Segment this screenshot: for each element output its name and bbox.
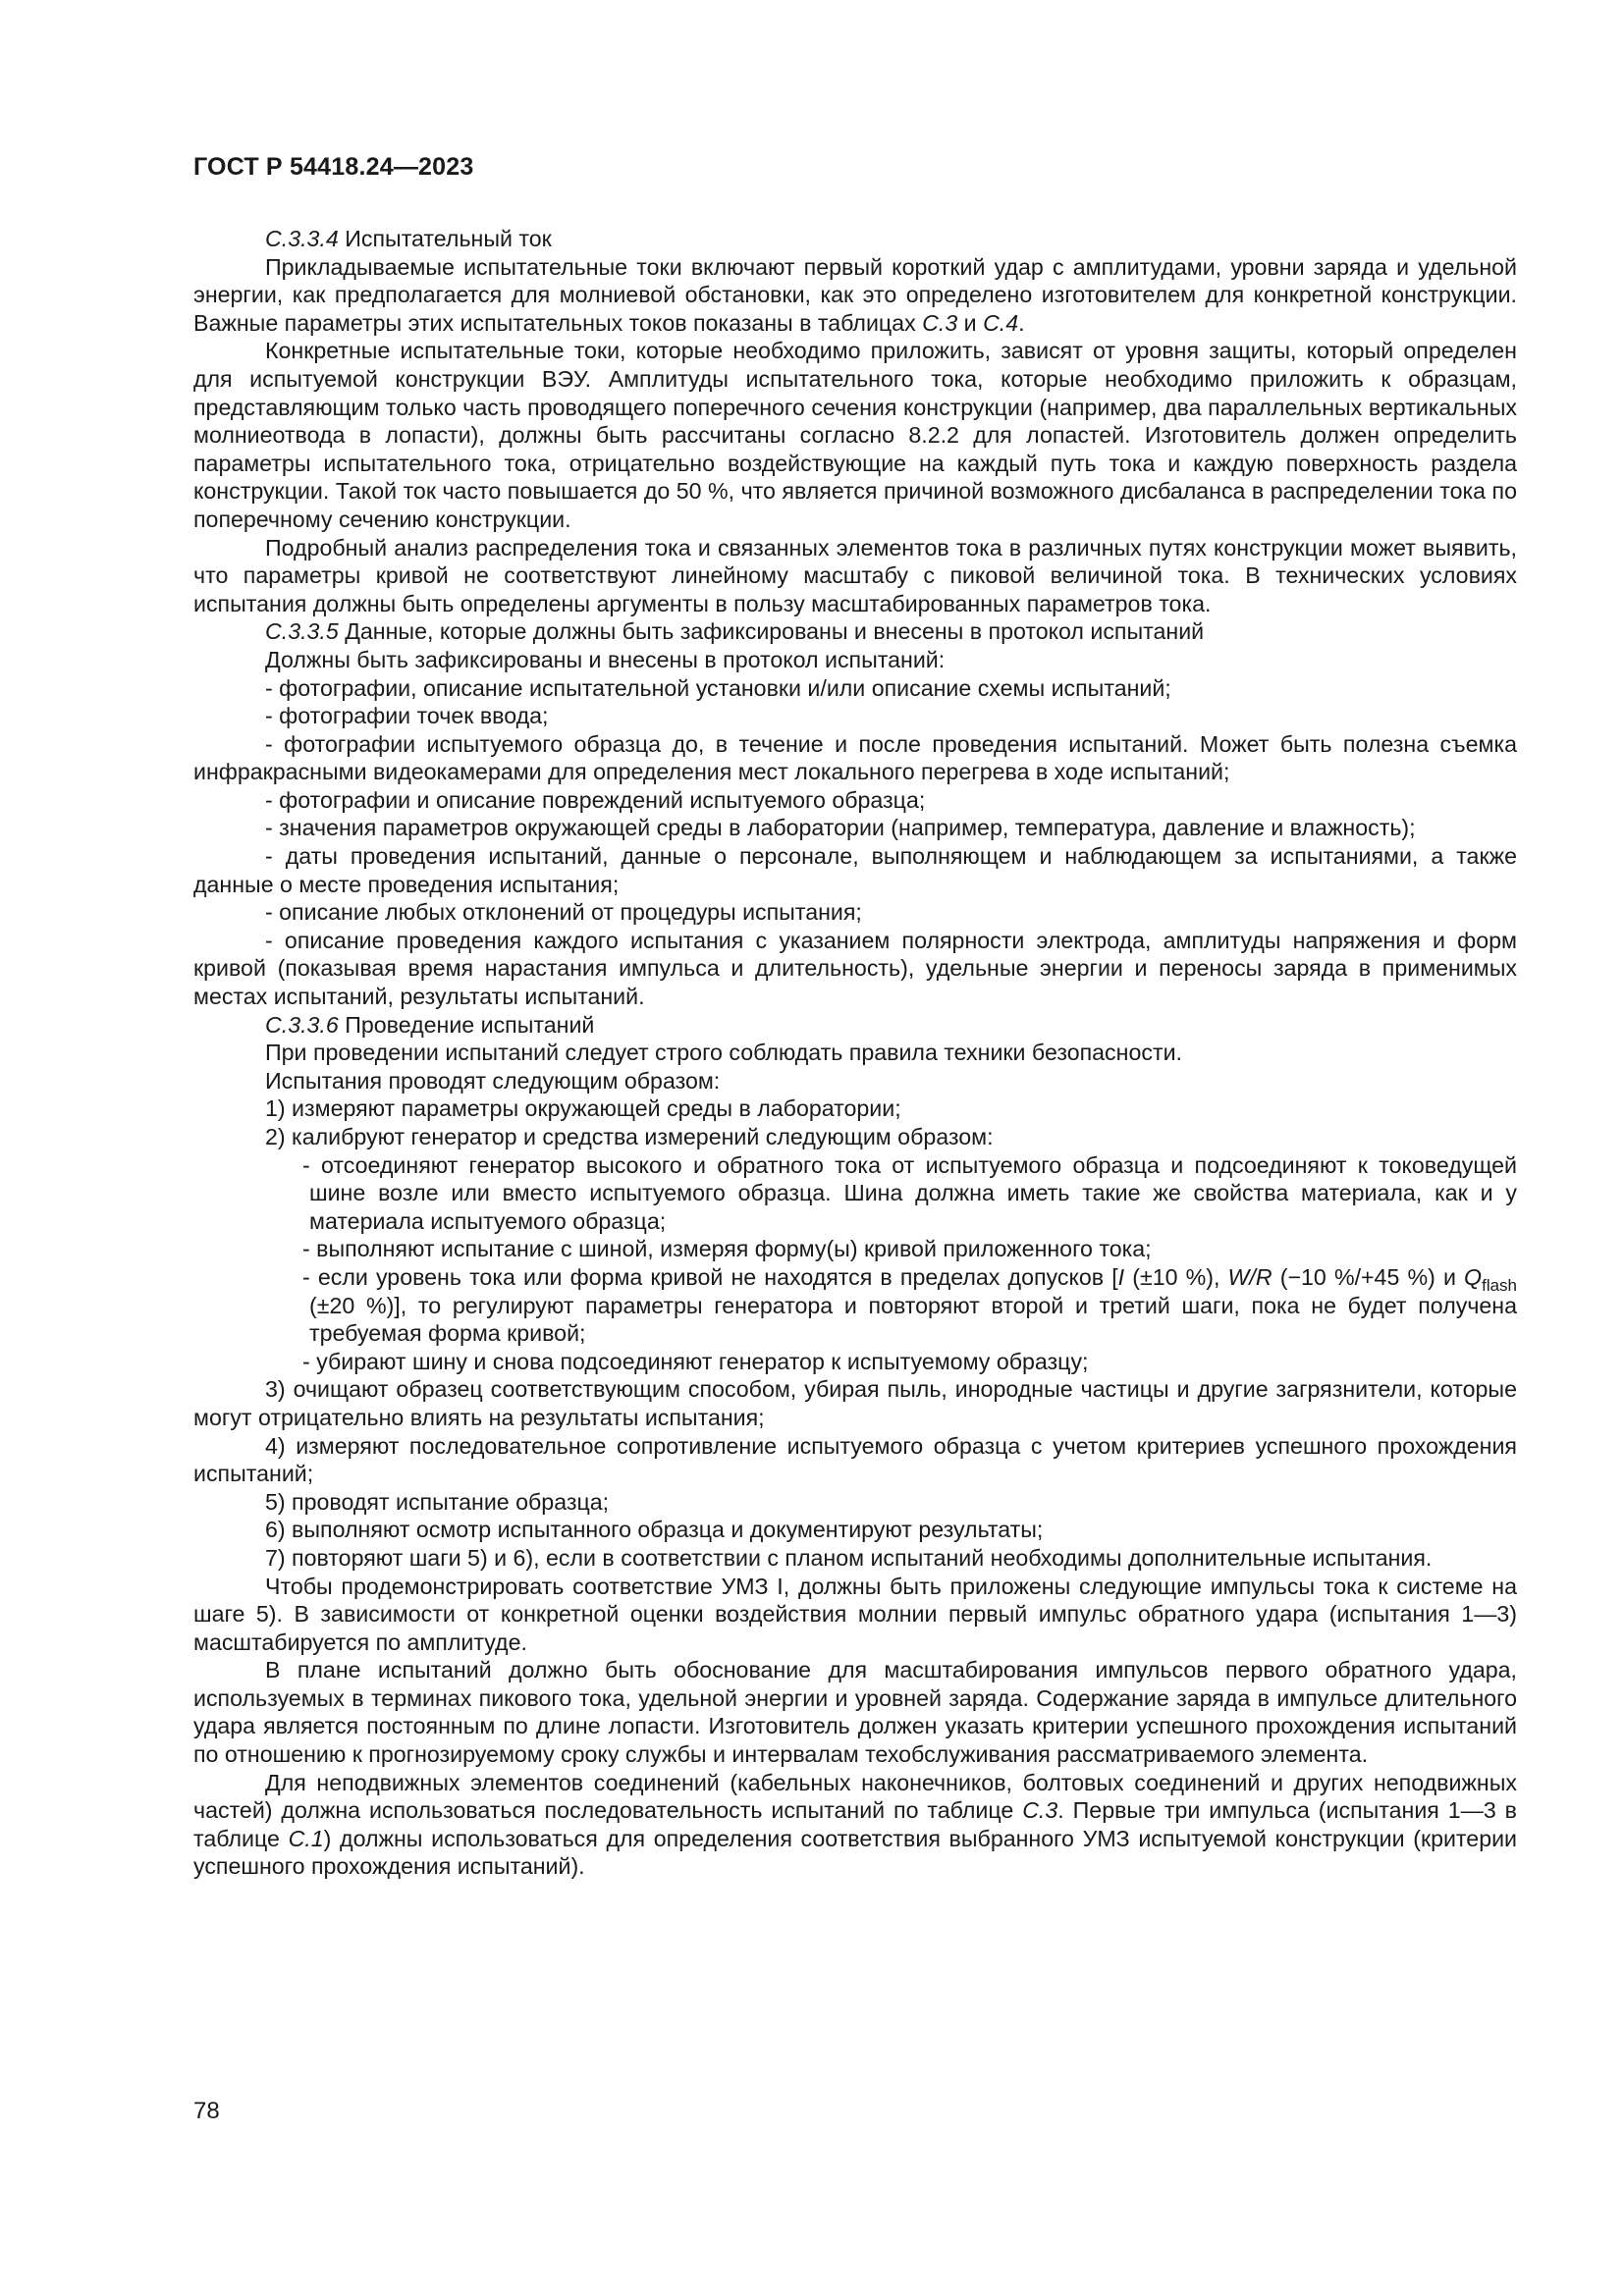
list-item: 2) калибруют генератор и средства измерений следующим образом: (265, 1124, 994, 1149)
list-item: 5) проводят испытание образца; (265, 1488, 610, 1515)
paragraph: В плане испытаний должно быть обоснование для масштабирования импульсов первого обратного удара, используемых в терминах пикового тока, удельной энергии и уровней заряда. Содержание заряда в импульсе длительного удара является постоянным по длине лопасти. Изготовитель должен указать критерии успешного прохождения испытаний по отношению к прогнозируемому сроку службы и интервалам техобслуживания рассматриваемого элемента. (193, 1657, 1517, 1768)
list-item: - значения параметров окружающей среды в лаборатории (например, температура, давление и влажность); (265, 815, 1416, 841)
list-item: 7) повторяют шаги 5) и 6), если в соответствии с планом испытаний необходимы дополнительные испытания. (265, 1544, 1433, 1571)
list-item: - даты проведения испытаний, данные о персонале, выполняющем и наблюдающем за испытаниями, а также данные о месте проведения испытания; (193, 843, 1517, 897)
table-ref: С.4 (983, 309, 1019, 336)
sub-list-item: - отсоединяют генератор высокого и обратного тока от испытуемого образца и подсоединяют к токоведущей шине возле или вместо испытуемого образца. Шина должна иметь такие же свойства материала, как и у материала испытуемого образца; (302, 1151, 1517, 1234)
list-item: 6) выполняют осмотр испытанного образца и документируют результаты; (265, 1517, 1044, 1543)
paragraph: Прикладываемые испытательные токи включают первый короткий удар с амплитудами, уровни заряда и удельной энергии, как предполагается для молниевой обстановки, как это определено изготовителем для конкретной конструкции. Важные параметры этих испытательных токов показаны в таблицах С.3 и С.4. (193, 253, 1517, 336)
section-number: С.3.3.4 (265, 226, 339, 251)
page-number: 78 (193, 2098, 220, 2124)
section-title: Испытательный ток (338, 226, 552, 251)
list-item: 3) очищают образец соответствующим способом, убирая пыль, инородные частицы и другие загрязнители, которые могут отрицательно влиять на результаты испытания; (193, 1376, 1517, 1430)
list-item: - фотографии и описание повреждений испытуемого образца; (265, 786, 926, 813)
table-ref: С.3 (922, 309, 958, 336)
sub-list-item: - если уровень тока или форма кривой не находятся в пределах допусков [I (±10 %), W/R (−10 %/+45 %) и $Q_{flash}$ (±20 %)], то регулируют параметры генератора и повторяют второй и третий шаги, пока не будет получена требуемая форма кривой; (302, 1263, 1518, 1347)
paragraph: Испытания проводят следующим образом: (265, 1067, 721, 1094)
sub-list-item: - убирают шину и снова подсоединяют генератор к испытуемому образцу; (302, 1348, 1089, 1374)
list-item: - описание проведения каждого испытания с указанием полярности электрода, амплитуды напряжения и форм кривой (показывая время нарастания импульса и длительность), удельные энергии и переносы заряда в применимых местах испытаний, результаты испытаний. (193, 927, 1517, 1010)
list-item: 1) измеряют параметры окружающей среды в лаборатории; (265, 1095, 901, 1122)
paragraph: Конкретные испытательные токи, которые необходимо приложить, зависят от уровня защиты, который определен для испытуемой конструкции ВЭУ. Амплитуды испытательного тока, которые необходимо приложить к образцам, представляющим только часть проводящего поперечного сечения конструкции (например, два параллельных вертикальных молниеотвода в лопасти), должны быть рассчитаны согласно 8.2.2 для лопастей. Изготовитель должен определить параметры испытательного тока, отрицательно воздействующие на каждый путь тока и каждую поверхность раздела конструкции. Такой ток часто повышается до 50 %, что является причиной возможного дисбаланса в распределении тока по поперечному сечению конструкции. (193, 338, 1517, 532)
paragraph: Чтобы продемонстрировать соответствие УМЗ I, должны быть приложены следующие импульсы тока к системе на шаге 5). В зависимости от конкретной оценки воздействия молнии первый импульс обратного удара (испытания 1—3) масштабируется по амплитуде. (193, 1573, 1517, 1655)
formula-var: Q (1464, 1263, 1483, 1290)
paragraph: Подробный анализ распределения тока и связанных элементов тока в различных путях конструкции может выявить, что параметры кривой не соответствуют линейному масштабу с пиковой величиной тока. В технических условиях испытания должны быть определены аргументы в пользу масштабированных параметров тока. (193, 534, 1517, 616)
section-number: С.3.3.5 (265, 618, 339, 645)
section-heading-c335 (193, 617, 1517, 646)
list-item: 4) измеряют последовательное сопротивление испытуемого образца с учетом критериев успешного прохождения испытаний; (193, 1432, 1517, 1487)
formula-subscript: flash (1482, 1275, 1518, 1295)
section-heading-c336 (193, 1011, 1517, 1040)
paragraph: Должны быть зафиксированы и внесены в протокол испытаний: (265, 646, 946, 672)
list-item: - фотографии, описание испытательной установки и/или описание схемы испытаний; (265, 674, 1171, 701)
paragraph: Для неподвижных элементов соединений (кабельных наконечников, болтовых соединений и других неподвижных частей) должна использоваться последовательность испытаний по таблице С.3. Первые три импульса (испытания 1—3 в таблице С.1) должны использоваться для определения соответствия выбранного УМЗ испытуемой конструкции (критерии успешного прохождения испытаний). (193, 1769, 1517, 1880)
table-ref: С.1 (288, 1825, 324, 1851)
document-body (193, 225, 1517, 1881)
section-heading-c334 (193, 225, 1517, 253)
paragraph: При проведении испытаний следует строго соблюдать правила техники безопасности. (265, 1040, 1182, 1066)
section-title: Проведение испытаний (338, 1011, 595, 1038)
table-ref: С.3 (1022, 1797, 1058, 1824)
section-title: Данные, которые должны быть зафиксированы и внесены в протокол испытаний (338, 618, 1205, 645)
formula-var: W/R (1227, 1263, 1272, 1290)
document-header: ГОСТ Р 54418.24—2023 (193, 153, 474, 181)
list-item: - фотографии испытуемого образца до, в течение и после проведения испытаний. Может быть полезна съемка инфракрасными видеокамерами для определения мест локального перегрева в ходе испытаний; (193, 730, 1517, 785)
list-item: - фотографии точек ввода; (265, 703, 549, 729)
section-number: С.3.3.6 (265, 1011, 339, 1038)
sub-list-item: - выполняют испытание с шиной, измеряя форму(ы) кривой приложенного тока; (302, 1236, 1152, 1262)
list-item: - описание любых отклонений от процедуры испытания; (265, 899, 862, 926)
formula-var: I (1117, 1263, 1125, 1290)
